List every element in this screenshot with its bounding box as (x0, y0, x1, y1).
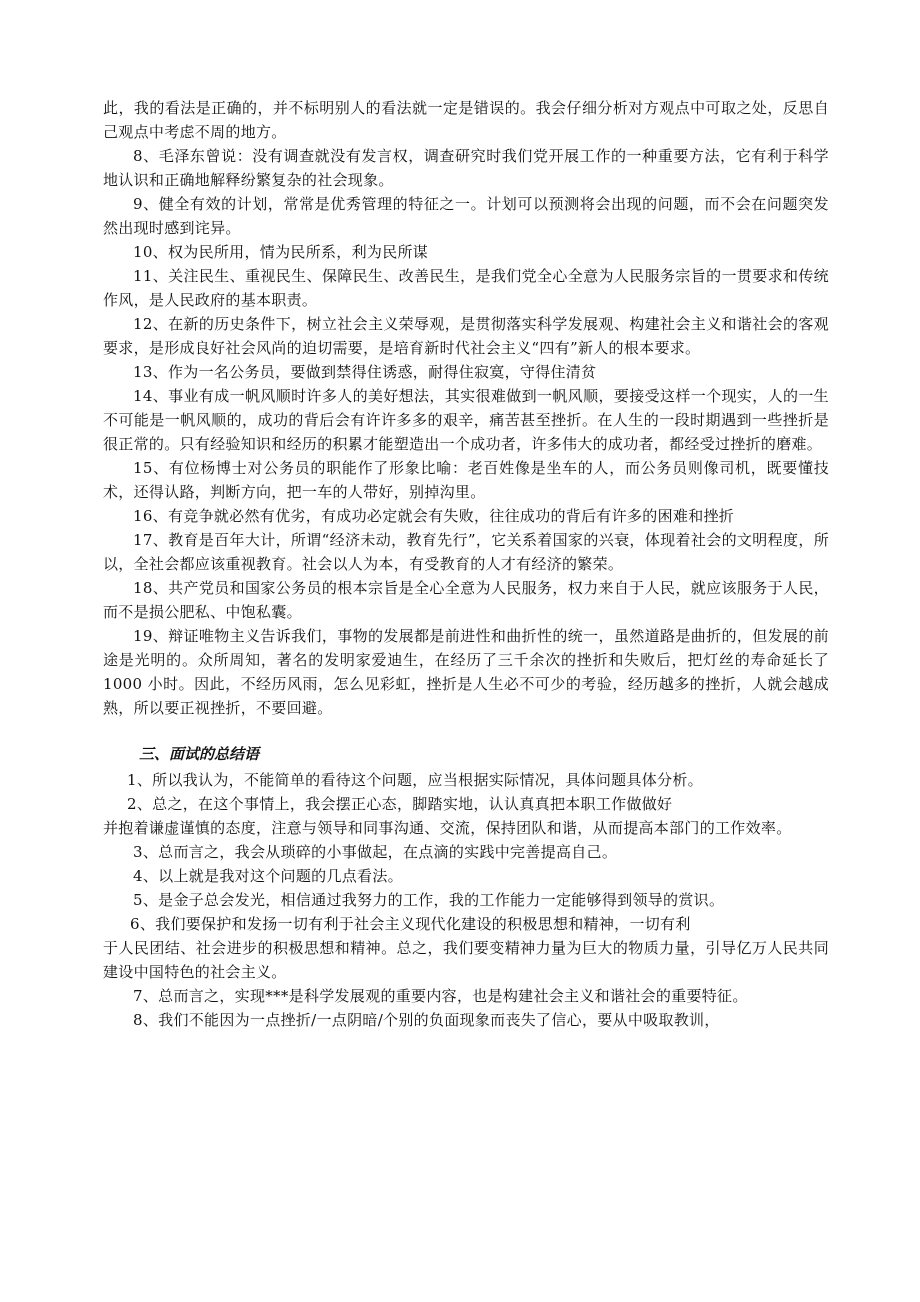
paragraph-item-16: 16、有竞争就必然有优劣，有成功必定就会有失败，往往成功的背后有许多的困难和挫折 (133, 507, 735, 525)
section-heading: 三、面试的总结语 (139, 745, 260, 763)
paragraph-continuation: 此，我的看法是正确的，并不标明别人的看法就一定是错误的。我会仔细分析对方观点中可取之处，反思自己观点中考虑不周的地方。 (103, 99, 829, 141)
paragraph-item-19: 19、辩证唯物主义告诉我们，事物的发展都是前进性和曲折性的统一，虽然道路是曲折的，但发展的前途是光明的。众所周知，著名的发明家爱迪生，在经历了三千余次的挫折和失败后，把灯丝的寿命延长了 1000 小时。因此，不经历风雨，怎么见彩虹，挫折是人生必不可少的考验，经历越多的挫折，人就会越成熟，所以要正视挫折，不要回避。 (103, 627, 829, 717)
summary-item-1: 1、所以我认为，不能简单的看待这个问题，应当根据实际情况，具体问题具体分析。 (127, 771, 703, 789)
paragraph-item-11: 11、关注民生、重视民生、保障民生、改善民生，是我们党全心全意为人民服务宗旨的一贯要求和传统作风，是人民政府的基本职责。 (103, 267, 829, 309)
paragraph-item-17: 17、教育是百年大计，所谓“经济未动，教育先行”，它关系着国家的兴衰，体现着社会的文明程度，所以，全社会都应该重视教育。社会以人为本，有受教育的人才有经济的繁荣。 (103, 531, 829, 573)
summary-item-2-continuation: 并抱着谦虚谨慎的态度，注意与领导和同事沟通、交流，保持团队和谐，从而提高本部门的工作效率。 (103, 819, 792, 837)
summary-item-6: 6、我们要保护和发扬一切有利于社会主义现代化建设的积极思想和精神，一切有利 (130, 915, 691, 933)
summary-item-3: 3、总而言之，我会从琐碎的小事做起，在点滴的实践中完善提高自己。 (133, 843, 618, 861)
paragraph-item-9: 9、健全有效的计划，常常是优秀管理的特征之一。计划可以预测将会出现的问题，而不会在问题突发然出现时感到诧异。 (103, 195, 829, 237)
paragraph-item-8: 8、毛泽东曾说：没有调查就没有发言权，调查研究时我们党开展工作的一种重要方法，它有利于科学地认识和正确地解释纷繁复杂的社会现象。 (103, 147, 829, 189)
summary-item-2: 2、总之，在这个事情上，我会摆正心态，脚踏实地，认认真真把本职工作做做好 (127, 795, 673, 813)
paragraph-item-13: 13、作为一名公务员，要做到禁得住诱惑，耐得住寂寞，守得住清贫 (133, 363, 597, 381)
paragraph-item-14: 14、事业有成一帆风顺时许多人的美好想法，其实很难做到一帆风顺，要接受这样一个现实，人的一生不可能是一帆风顺的，成功的背后会有许许多多的艰辛，痛苦甚至挫折。在人生的一段时期遇到一些挫折是很正常的。只有经验知识和经历的积累才能塑造出一个成功者，许多伟大的成功者，都经受过挫折的磨难。 (103, 387, 829, 453)
summary-item-7: 7、总而言之，实现***是科学发展观的重要内容，也是构建社会主义和谐社会的重要特征。 (133, 987, 748, 1005)
summary-item-8: 8、我们不能因为一点挫折/一点阴暗/个别的负面现象而丧失了信心，要从中吸取教训， (133, 1011, 720, 1029)
paragraph-item-10: 10、权为民所用，情为民所系，利为民所谋 (133, 243, 429, 261)
paragraph-item-15: 15、有位杨博士对公务员的职能作了形象比喻：老百姓像是坐车的人，而公务员则像司机，既要懂技术，还得认路，判断方向，把一车的人带好，别掉沟里。 (103, 459, 829, 501)
paragraph-item-12: 12、在新的历史条件下，树立社会主义荣辱观，是贯彻落实科学发展观、构建社会主义和谐社会的客观要求，是形成良好社会风尚的迫切需要，是培育新时代社会主义“四有”新人的根本要求。 (103, 315, 829, 357)
summary-item-4: 4、以上就是我对这个问题的几点看法。 (133, 867, 403, 885)
summary-item-6-continuation: 于人民团结、社会进步的积极思想和精神。总之，我们要变精神力量为巨大的物质力量，引导亿万人民共同建设中国特色的社会主义。 (103, 939, 829, 981)
summary-item-5: 5、是金子总会发光，相信通过我努力的工作，我的工作能力一定能够得到领导的赏识。 (133, 891, 725, 909)
document-page (103, 96, 829, 1032)
paragraph-item-18: 18、共产党员和国家公务员的根本宗旨是全心全意为人民服务，权力来自于人民，就应该服务于人民，而不是损公肥私、中饱私囊。 (103, 579, 829, 621)
